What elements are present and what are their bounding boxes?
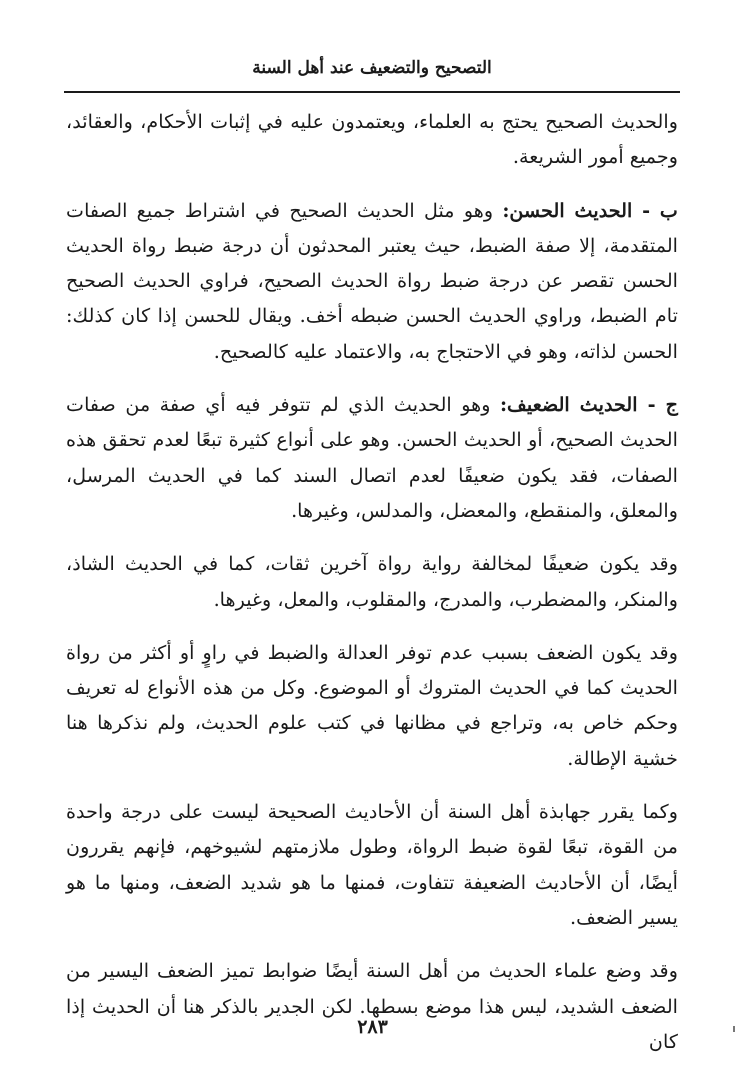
paragraph-gap [66, 776, 678, 794]
page-number: ٢٨٣ [357, 1016, 388, 1038]
paragraph-gap [66, 175, 678, 193]
paragraph-criteria [66, 953, 678, 1059]
paragraph-lead-hasan: ب - الحديث الحسن: [502, 198, 678, 222]
paragraph-hasan [66, 193, 678, 369]
paragraph-gap [66, 935, 678, 953]
paragraph-text: وكما يقرر جهابذة أهل السنة أن الأحاديث الصحيحة ليست على درجة واحدة من القوة، تبعًا لقوة ضبط الرواة، وطول ملازمتهم لشيوخهم، فإنهم يقررون أيضًا، أن الأحاديث الضعيفة تتفاوت، فمنها ما هو شديد الضعف، ومنها ما هو يسير الضعف. [66, 800, 678, 929]
paragraph-text: وقد يكون الضعف بسبب عدم توفر العدالة والضبط في راوٍ أو أكثر من رواة الحديث كما في الحديث المتروك أو الموضوع. وكل من هذه الأنواع له تعريف وحكم خاص به، وتراجع في مظانها في كتب علوم الحديث، ولم نذكرها هنا خشية الإطالة. [66, 640, 678, 770]
paragraph-gap [66, 617, 678, 635]
paragraph-lead-daif: ج - الحديث الضعيف: [499, 393, 679, 417]
header-rule [64, 91, 680, 93]
paragraph-text: وقد وضع علماء الحديث من أهل السنة أيضًا ضوابط تميز الضعف اليسير من الضعف الشديد، ليس هذا موضع بسطها. لكن الجدير بالذكر هنا أن الحديث إذا كان [66, 959, 678, 1053]
paragraph-gap [66, 528, 678, 546]
scan-edge-mark [733, 1026, 735, 1032]
paragraph-text: والحديث الصحيح يحتج به العلماء، ويعتمدون عليه في إثبات الأحكام، والعقائد، وجميع أمور الشريعة. [66, 110, 678, 169]
paragraph-daif [66, 387, 678, 528]
paragraph-text: وقد يكون ضعيفًا لمخالفة رواية رواة آخرين ثقات، كما في الحديث الشاذ، والمنكر، والمضطرب، والمدرج، والمقلوب، والمعل، وغيرها. [66, 552, 678, 611]
paragraph-shadh [66, 546, 678, 617]
paragraph-matruk [66, 635, 678, 776]
paragraph-gap [66, 369, 678, 387]
running-head: التصحيح والتضعيف عند أهل السنة [252, 58, 492, 78]
paragraph-text: وهو الحديث الذي لم تتوفر فيه أي صفة من صفات الحديث الصحيح، أو الحديث الحسن. وهو على أنواع كثيرة تبعًا لعدم تحقق هذه الصفات، فقد يكون ضعيفًا لعدم اتصال السند كما في الحديث المرسل، والمعلق، والمنقطع، والمعضل، والمدلس، وغيرها. [66, 393, 678, 522]
paragraph-text: وهو مثل الحديث الصحيح في اشتراط جميع الصفات المتقدمة، إلا صفة الضبط، حيث يعتبر المحدثون أن درجة ضبط رواة الحديث الحسن تقصر عن درجة ضبط رواة الحديث الصحيح، فراوي الحديث الصحيح تام الضبط، وراوي الحديث الحسن ضبطه أخف. ويقال للحسن إذا كان كذلك: الحسن لذاته، وهو في الاحتجاج به، والاعتماد عليه كالصحيح. [66, 198, 678, 363]
body-text [66, 104, 678, 1059]
paragraph-sahih-usage [66, 104, 678, 175]
paragraph-degrees [66, 794, 678, 935]
